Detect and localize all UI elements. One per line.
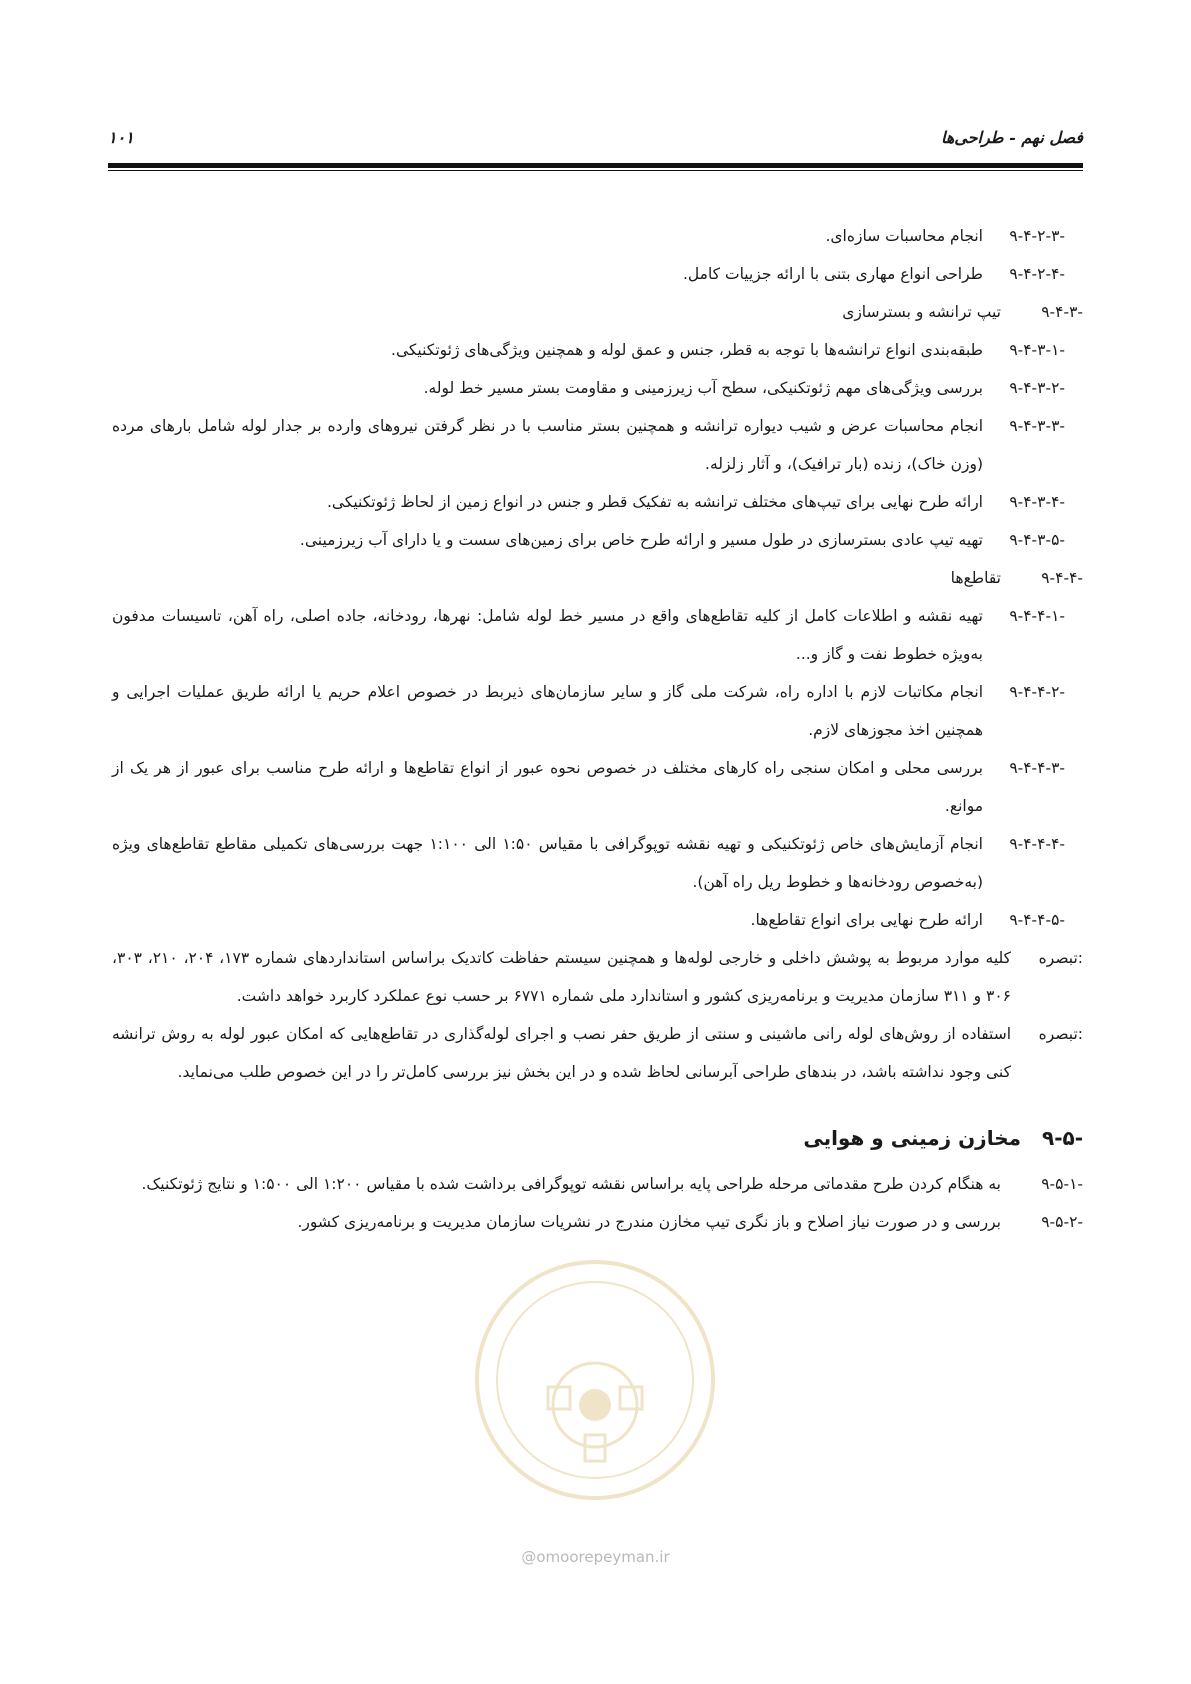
item-text: طراحی انواع مهاری بتنی با ارائه جزییات کامل. bbox=[682, 265, 983, 283]
item-text: تهیه تیپ عادی بسترسازی در طول مسیر و ارائه طرح خاص برای زمین‌های سست و یا دارای آب زیرزمینی. bbox=[299, 531, 983, 549]
subsection-heading bbox=[112, 559, 1083, 597]
watermark-site: @omoorepeyman.ir bbox=[521, 1548, 670, 1566]
item-text: تهیه نقشه و اطلاعات کامل از کلیه تقاطع‌های واقع در مسیر خط لوله شامل: نهرها، رودخانه، جاده اصلی، راه آهن، تاسیسات مدفون به‌ویژه خطوط نفت و گاز و... bbox=[112, 607, 983, 663]
list-item bbox=[112, 217, 1083, 255]
section-number: ۹-۵- bbox=[1041, 1126, 1083, 1150]
item-number: ۹-۴-۳-۴- bbox=[1009, 493, 1065, 511]
list-item bbox=[112, 521, 1083, 559]
item-text: ارائه طرح نهایی برای تیپ‌های مختلف ترانشه به تفکیک قطر و جنس در انواع زمین از لحاظ ژئوتکنیکی. bbox=[326, 493, 983, 511]
list-item bbox=[112, 901, 1083, 939]
list-item bbox=[112, 255, 1083, 293]
section-title: مخازن زمینی و هوایی bbox=[803, 1126, 1022, 1150]
chapter-title: فصل نهم - طراحی‌ها bbox=[940, 128, 1083, 147]
item-number: ۹-۴-۴-۵- bbox=[1009, 911, 1065, 929]
note-text: استفاده از روش‌های لوله رانی ماشینی و سنتی از طریق حفر نصب و اجرای لوله‌گذاری در تقاطع‌هایی که امکان عبور لوله به روش ترانشه کنی وجود نداشته باشد، در بندهای طراحی آبرسانی لحاظ شده و در این بخش نیز بررسی کامل‌تر را در این خصوص طلب می‌نماید. bbox=[112, 1025, 1011, 1081]
item-number: ۹-۴-۴-۱- bbox=[1009, 607, 1065, 625]
section-heading bbox=[112, 1115, 1083, 1161]
note-label: تبصره: bbox=[1038, 949, 1083, 967]
list-item bbox=[112, 1203, 1083, 1241]
item-number: ۹-۴-۲-۴- bbox=[1009, 265, 1065, 283]
list-item bbox=[112, 673, 1083, 749]
item-number: ۹-۵-۱- bbox=[1041, 1175, 1083, 1193]
list-item bbox=[112, 749, 1083, 825]
page-number: ۱۰۱ bbox=[108, 128, 134, 147]
item-text: طبقه‌بندی انواع ترانشه‌ها با توجه به قطر، جنس و عمق لوله و همچنین ویژگی‌های ژئوتکنیکی. bbox=[391, 341, 983, 359]
item-text: بررسی محلی و امکان سنجی راه کارهای مختلف در خصوص نحوه عبور از انواع تقاطع‌ها و ارائه طرح مناسب برای عبور از هر یک از موانع. bbox=[112, 759, 983, 815]
item-text: به هنگام کردن طرح مقدماتی مرحله طراحی پایه براساس نقشه توپوگرافی برداشت شده با مقیاس ۱:۲۰۰ الی ۱:۵۰۰ و نتایج ژئوتکنیک. bbox=[141, 1175, 1001, 1193]
item-text: بررسی و در صورت نیاز اصلاح و باز نگری تیپ مخازن مندرج در نشریات سازمان مدیریت و برنامه‌ریزی کشور. bbox=[297, 1213, 1001, 1231]
item-text: انجام محاسبات سازه‌ای. bbox=[825, 227, 983, 245]
list-item bbox=[112, 1165, 1083, 1203]
page-content bbox=[112, 217, 1083, 1241]
item-text: انجام محاسبات عرض و شیب دیواره ترانشه و همچنین بستر مناسب با در نظر گرفتن نیروهای وارده بر جدار لوله شامل بارهای مرده (وزن خاک)، زنده (بار ترافیک)، و آثار زلزله. bbox=[112, 417, 983, 473]
item-number: ۹-۴-۴-۴- bbox=[1009, 835, 1065, 853]
header-rule-thin bbox=[108, 170, 1083, 171]
item-number: ۹-۴-۳-۱- bbox=[1009, 341, 1065, 359]
page-header bbox=[108, 128, 1083, 156]
note bbox=[112, 939, 1083, 1015]
note-text: کلیه موارد مربوط به پوشش داخلی و خارجی لوله‌ها و همچنین سیستم حفاظت کاتدیک براساس استانداردهای شماره ۱۷۳، ۲۰۴، ۲۱۰، ۳۰۳، ۳۰۶ و ۳۱۱ سازمان مدیریت و برنامه‌ریزی کشور و استاندارد ملی شماره ۶۷۷۱ بر حسب نوع عملکرد کاربرد خواهد داشت. bbox=[112, 949, 1012, 1005]
item-number: ۹-۴-۲-۳- bbox=[1009, 227, 1065, 245]
item-text: تیپ ترانشه و بسترسازی bbox=[842, 303, 1001, 321]
item-number: ۹-۴-۳- bbox=[1041, 303, 1083, 321]
item-number: ۹-۴-۳-۵- bbox=[1009, 531, 1065, 549]
note-label: تبصره: bbox=[1038, 1025, 1083, 1043]
subsection-heading bbox=[112, 293, 1083, 331]
list-item bbox=[112, 407, 1083, 483]
item-number: ۹-۴-۴-۳- bbox=[1009, 759, 1065, 777]
item-number: ۹-۴-۳-۳- bbox=[1009, 417, 1065, 435]
list-item bbox=[112, 331, 1083, 369]
item-text: تقاطع‌ها bbox=[950, 569, 1001, 587]
list-item bbox=[112, 483, 1083, 521]
note bbox=[112, 1015, 1083, 1091]
item-number: ۹-۴-۴- bbox=[1041, 569, 1083, 587]
item-text: انجام مکاتبات لازم با اداره راه، شرکت ملی گاز و سایر سازمان‌های ذیربط در خصوص اعلام حریم یا ارائه طریق عملیات اجرایی و همچنین اخذ مجوزهای لازم. bbox=[112, 683, 983, 739]
list-item bbox=[112, 369, 1083, 407]
item-text: ارائه طرح نهایی برای انواع تقاطع‌ها. bbox=[750, 911, 983, 929]
list-item bbox=[112, 825, 1083, 901]
item-number: ۹-۴-۴-۲- bbox=[1009, 683, 1065, 701]
list-item bbox=[112, 597, 1083, 673]
item-number: ۹-۵-۲- bbox=[1041, 1213, 1083, 1231]
item-text: انجام آزمایش‌های خاص ژئوتکنیکی و تهیه نقشه توپوگرافی با مقیاس ۱:۵۰ الی ۱:۱۰۰ جهت بررسی‌های تکمیلی مقاطع تقاطع‌های ویژه (به‌خصوص رودخانه‌ها و خطوط ریل راه آهن). bbox=[112, 835, 983, 891]
header-rule-thick bbox=[108, 163, 1083, 168]
item-text: بررسی ویژگی‌های مهم ژئوتکنیکی، سطح آب زیرزمینی و مقاومت بستر مسیر خط لوله. bbox=[423, 379, 983, 397]
watermark-logo-icon bbox=[470, 1255, 720, 1505]
item-number: ۹-۴-۳-۲- bbox=[1009, 379, 1065, 397]
